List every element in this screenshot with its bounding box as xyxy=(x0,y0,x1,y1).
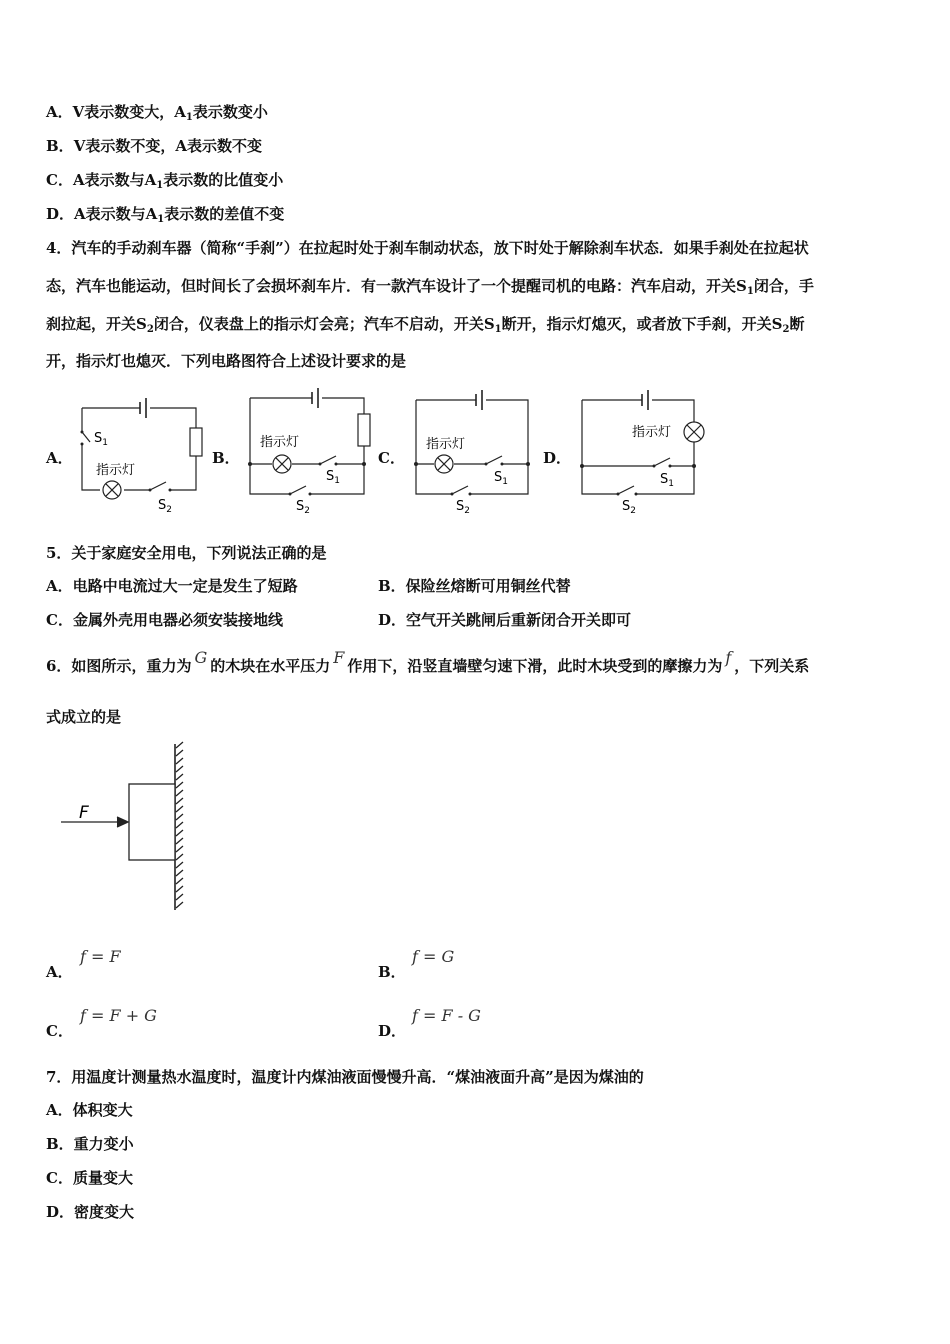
q6-option-b-label: B． xyxy=(378,963,406,981)
circuit-b-s2-label: $S_2$ xyxy=(296,499,310,516)
circuit-diagram-a xyxy=(70,392,210,516)
q7-option-a: A．体积变大 xyxy=(46,1101,133,1119)
q4-stem-line4: 开，指示灯也熄灭．下列电路图符合上述设计要求的是 xyxy=(46,352,407,370)
q5-option-b: B．保险丝熔断可用铜丝代替 xyxy=(378,577,571,595)
circuit-option-b-label: B． xyxy=(212,449,240,467)
q6-option-d-formula: f = F - G xyxy=(412,1006,481,1025)
q5-option-d: D．空气开关跳闸后重新闭合开关即可 xyxy=(378,611,632,629)
q3-option-b: B．V表示数不变，A表示数不变 xyxy=(46,137,262,155)
circuit-d-s1-label: $S_1$ xyxy=(660,472,674,489)
q6-stem-line2: 式成立的是 xyxy=(46,708,122,726)
force-f-label: F xyxy=(79,803,89,823)
q7-option-c: C．质量变大 xyxy=(46,1169,133,1187)
q3-option-d: D．A表示数与$A_1$表示数的差值不变 xyxy=(46,205,285,225)
q6-option-c-label: C． xyxy=(46,1022,73,1040)
circuit-c-s1-label: $S_1$ xyxy=(494,470,508,487)
q5-option-c: C．金属外壳用电器必须安装接地线 xyxy=(46,611,283,629)
circuit-a-s1-label: $S_1$ xyxy=(94,431,108,448)
circuit-option-c-label: C． xyxy=(378,449,405,467)
q6-stem-line1: 6．如图所示，重力为 G 的木块在水平压力 F 作用下，沿竖直墙壁匀速下滑，此时木块受到的摩擦力为 f ，下列关系 xyxy=(46,648,810,675)
q3-option-a: A．V表示数变大，$A_1$表示数变小 xyxy=(46,103,268,123)
circuit-b-lamp-label: 指示灯 xyxy=(260,435,300,450)
q7-option-b: B．重力变小 xyxy=(46,1135,134,1153)
circuit-diagram-d xyxy=(572,386,712,516)
circuit-d-lamp-label: 指示灯 xyxy=(632,425,672,440)
circuit-option-d-label: D． xyxy=(543,449,572,467)
q6-option-a-formula: f = F xyxy=(80,947,121,966)
q6-option-a-label: A． xyxy=(46,963,73,981)
q4-stem-line2: 态，汽车也能运动，但时间长了会损坏刹车片．有一款汽车设计了一个提醒司机的电路：汽车启动，开关$S_1$闭合，手 xyxy=(46,277,814,297)
circuit-c-lamp-label: 指示灯 xyxy=(426,437,466,452)
q6-option-c-formula: f = F + G xyxy=(80,1006,157,1025)
q5-option-a: A．电路中电流过大一定是发生了短路 xyxy=(46,577,298,595)
block-wall-figure xyxy=(55,740,195,915)
circuit-d-s2-label: $S_2$ xyxy=(622,499,636,516)
circuit-a-lamp-label: 指示灯 xyxy=(96,463,136,478)
q6-option-b-formula: f = G xyxy=(412,947,455,966)
q5-stem: 5．关于家庭安全用电，下列说法正确的是 xyxy=(46,544,327,562)
circuit-a-s2-label: $S_2$ xyxy=(158,498,172,515)
q6-option-d-label: D． xyxy=(378,1022,407,1040)
circuit-diagram-c xyxy=(406,386,546,516)
q4-stem-line3: 刹拉起，开关$S_2$闭合，仪表盘上的指示灯会亮；汽车不启动，开关$S_1$断开，指示灯熄灭，或者放下手刹，开关$S_2$断 xyxy=(46,315,805,335)
q4-stem-line1: 4．汽车的手动刹车器（简称“手刹”）在拉起时处于刹车制动状态，放下时处于解除刹车状态．如果手刹处在拉起状 xyxy=(46,239,809,257)
circuit-diagram-b xyxy=(240,384,380,516)
circuit-option-a-label: A． xyxy=(46,449,73,467)
q7-option-d: D．密度变大 xyxy=(46,1203,135,1221)
q3-option-c: C．A表示数与$A_1$表示数的比值变小 xyxy=(46,171,284,191)
circuit-c-s2-label: $S_2$ xyxy=(456,499,470,516)
circuit-b-s1-label: $S_1$ xyxy=(326,469,340,486)
q7-stem: 7．用温度计测量热水温度时，温度计内煤油液面慢慢升高．“煤油液面升高”是因为煤油的 xyxy=(46,1068,644,1086)
